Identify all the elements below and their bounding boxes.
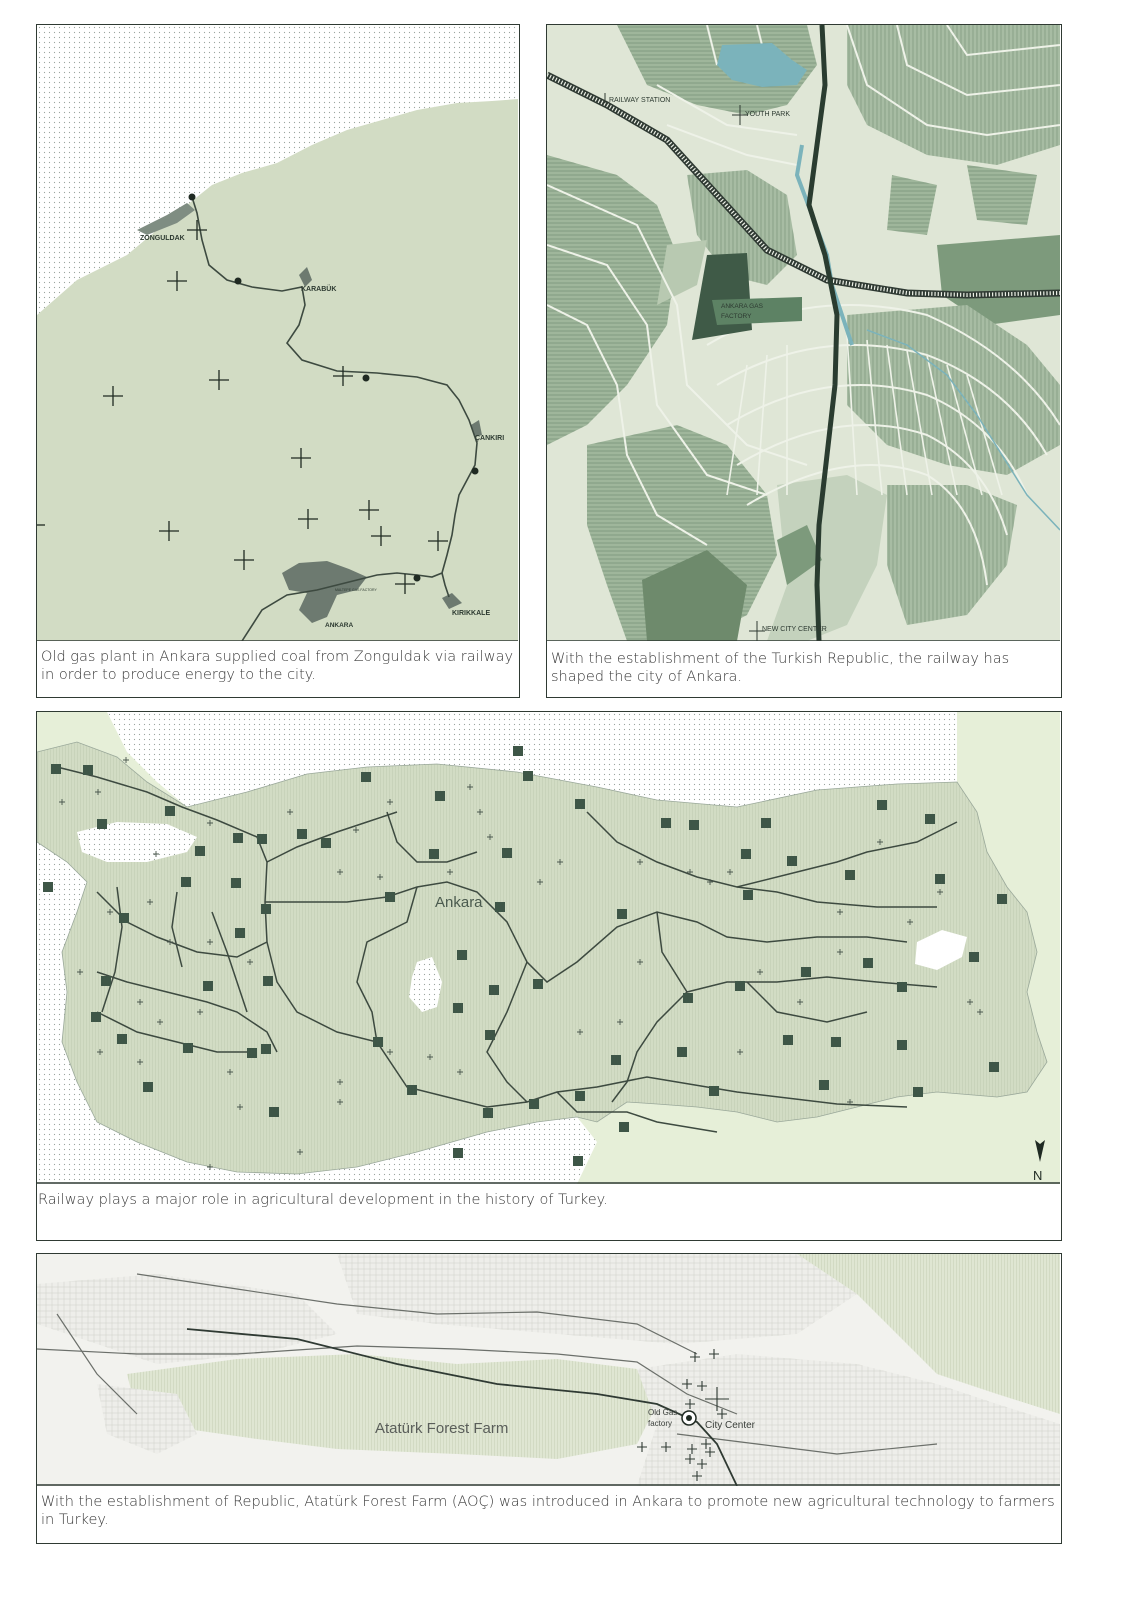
label-ankara-turkey: Ankara — [435, 894, 483, 911]
mine-marker — [414, 575, 421, 582]
mine-marker — [189, 194, 196, 201]
label-old-gas-1: Old Gas — [648, 1408, 678, 1417]
north-label: N — [1033, 1168, 1043, 1183]
label-cankiri: ÇANKIRI — [475, 435, 505, 442]
caption-coal-route: Old gas plant in Ankara supplied coal from Zonguldak via railway in order to produce energy to the city. — [41, 649, 514, 683]
caption-turkey-railway: Railway plays a major role in agricultural development in the history of Turkey. — [38, 1192, 608, 1208]
label-gas-factory: MALTEPE GAS FACTORY — [335, 588, 377, 592]
gas-factory-plot — [712, 297, 802, 325]
label-kirikkale: KIRIKKALE — [452, 610, 491, 617]
panel-forest-farm — [36, 1253, 1062, 1544]
label-gas-factory-2: FACTORY — [721, 313, 752, 320]
mine-marker — [235, 278, 242, 285]
label-railway-station: RAILWAY STATION — [609, 97, 671, 104]
caption-city-railway: With the establishment of the Turkish Republic, the railway has shaped the city of Ankara. — [551, 651, 1010, 685]
label-city-center: City Center — [705, 1420, 756, 1431]
turkey-railway-map — [37, 712, 1060, 1184]
label-old-gas-2: factory — [648, 1419, 673, 1428]
label-zonguldak: ZONGULDAK — [140, 235, 185, 242]
city-railway-map — [547, 25, 1060, 641]
label-forest-farm: Atatürk Forest Farm — [375, 1420, 509, 1437]
label-youth-park: YOUTH PARK — [745, 111, 790, 118]
forest-farm-map — [37, 1254, 1060, 1486]
label-new-city-center: NEW CITY CENTER — [762, 626, 827, 633]
panel-coal-route — [36, 24, 520, 698]
panel-city-railway — [546, 24, 1062, 698]
mine-marker — [472, 468, 479, 475]
coal-route-map — [37, 25, 518, 641]
label-ankara: ANKARA — [325, 622, 354, 629]
label-gas-factory-1: ANKARA GAS — [721, 303, 763, 310]
panel-turkey-railway — [36, 711, 1062, 1241]
mine-marker — [363, 375, 370, 382]
label-karabuk: KARABÜK — [301, 286, 337, 293]
caption-forest-farm: With the establishment of Republic, Atatürk Forest Farm (AOÇ) was introduced in Ankara to promote new agricultural technology to farmers in Turkey. — [41, 1494, 1055, 1528]
